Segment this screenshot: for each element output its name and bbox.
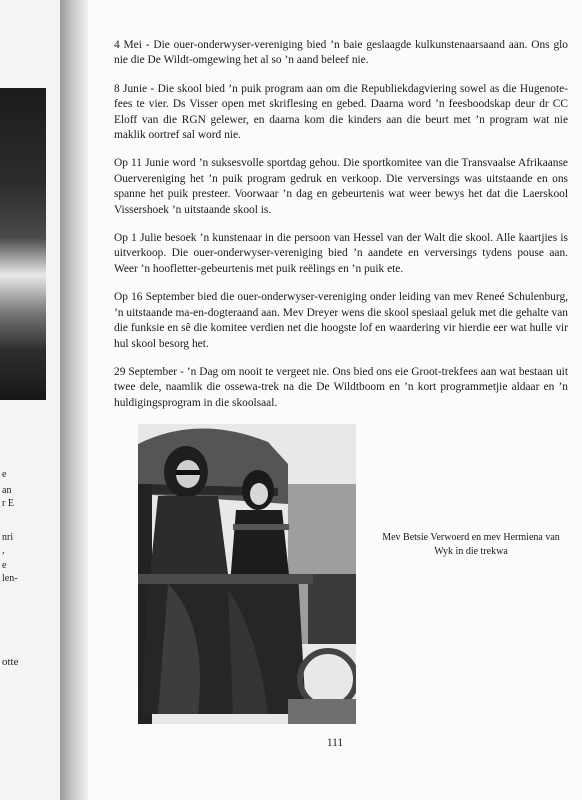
trekwa-photo-drawing	[138, 424, 356, 724]
left-page-text-fragment: otte	[2, 656, 19, 668]
paragraph-8-junie: 8 Junie - Die skool bied ’n puik program aan om die Republiekdagviering sowel as die Hugenote-fees te vier. Ds Visser open met skriflesing en gebed. Daarna word ’n feesboodskap deur dr CC Eloff van die RGN gelewer, en daarna kom die kinders aan die beurt met ’n program wat nie maklik oortref sal word nie.	[114, 82, 568, 142]
paragraph-16-september: Op 16 September bied die ouer-onderwyser-vereniging onder leiding van mev Reneé Schulenburg, ’n uitstaande ma-en-dogteraand aan. Mev Dreyer wens die skool spesiaal geluk met die gehalte van die funksie en sê die komitee verdien net die hoogste lof en waardering vir hierdie eer wat hulle vir hul skool besorg het.	[114, 291, 568, 350]
left-facing-page	[0, 0, 61, 800]
page-number: 111	[326, 737, 344, 749]
paragraph-11-junie: Op 11 Junie word ’n suksesvolle sportdag gehou. Die sportkomitee van die Transvaalse Afrikaanse Ouervereniging het ’n puik program gedruk en verkoop. Die verversings was uitstaande en ons spanne het puik presteer. Voorwaar ’n dag en gebeurtenis wat weer bewys het dat die Laerskool Vissershoek ’n uitstaande skool is.	[114, 157, 568, 216]
body-text	[114, 38, 568, 424]
left-page-text-fragment: e	[2, 469, 7, 480]
left-page-photo-fragment	[0, 88, 46, 400]
left-page-text-fragment: nri ,	[2, 532, 14, 556]
book-spine-shadow	[60, 0, 88, 800]
main-page	[88, 0, 582, 800]
paragraph-29-september: 29 September - ’n Dag om nooit te vergeet nie. Ons bied ons eie Groot-trekfees aan wat bestaan uit twee dele, naamlik die ossewa-trek na die De Wildtboom en ’n kort programmetjie aldaar en ’n huldigingsprogram in die skoolsaal.	[114, 365, 568, 409]
photo-caption: Mev Betsie Verwoerd en mev Hermiena van Wyk in die trekwa	[382, 532, 560, 557]
left-page-text-fragment: e len-	[2, 560, 18, 584]
trekwa-photo	[138, 424, 356, 724]
left-page-text-fragment: an r E	[2, 485, 14, 509]
paragraph-4-mei: 4 Mei - Die ouer-onderwyser-vereniging bied ’n baie geslaagde kulkunstenaarsaand aan. Ons glo nie die De Wildt-omgewing het al so ’n aand beleef nie.	[114, 39, 568, 67]
paragraph-1-julie: Op 1 Julie besoek ’n kunstenaar in die persoon van Hessel van der Walt die skool. Alle kaartjies is uitverkoop. Die ouer-onderwyser-vereniging bied ’n aandete en verversings tydens pouse aan. Weer ’n hoofletter-gebeurtenis met puik reëlings en ’n puik ete.	[114, 232, 568, 275]
